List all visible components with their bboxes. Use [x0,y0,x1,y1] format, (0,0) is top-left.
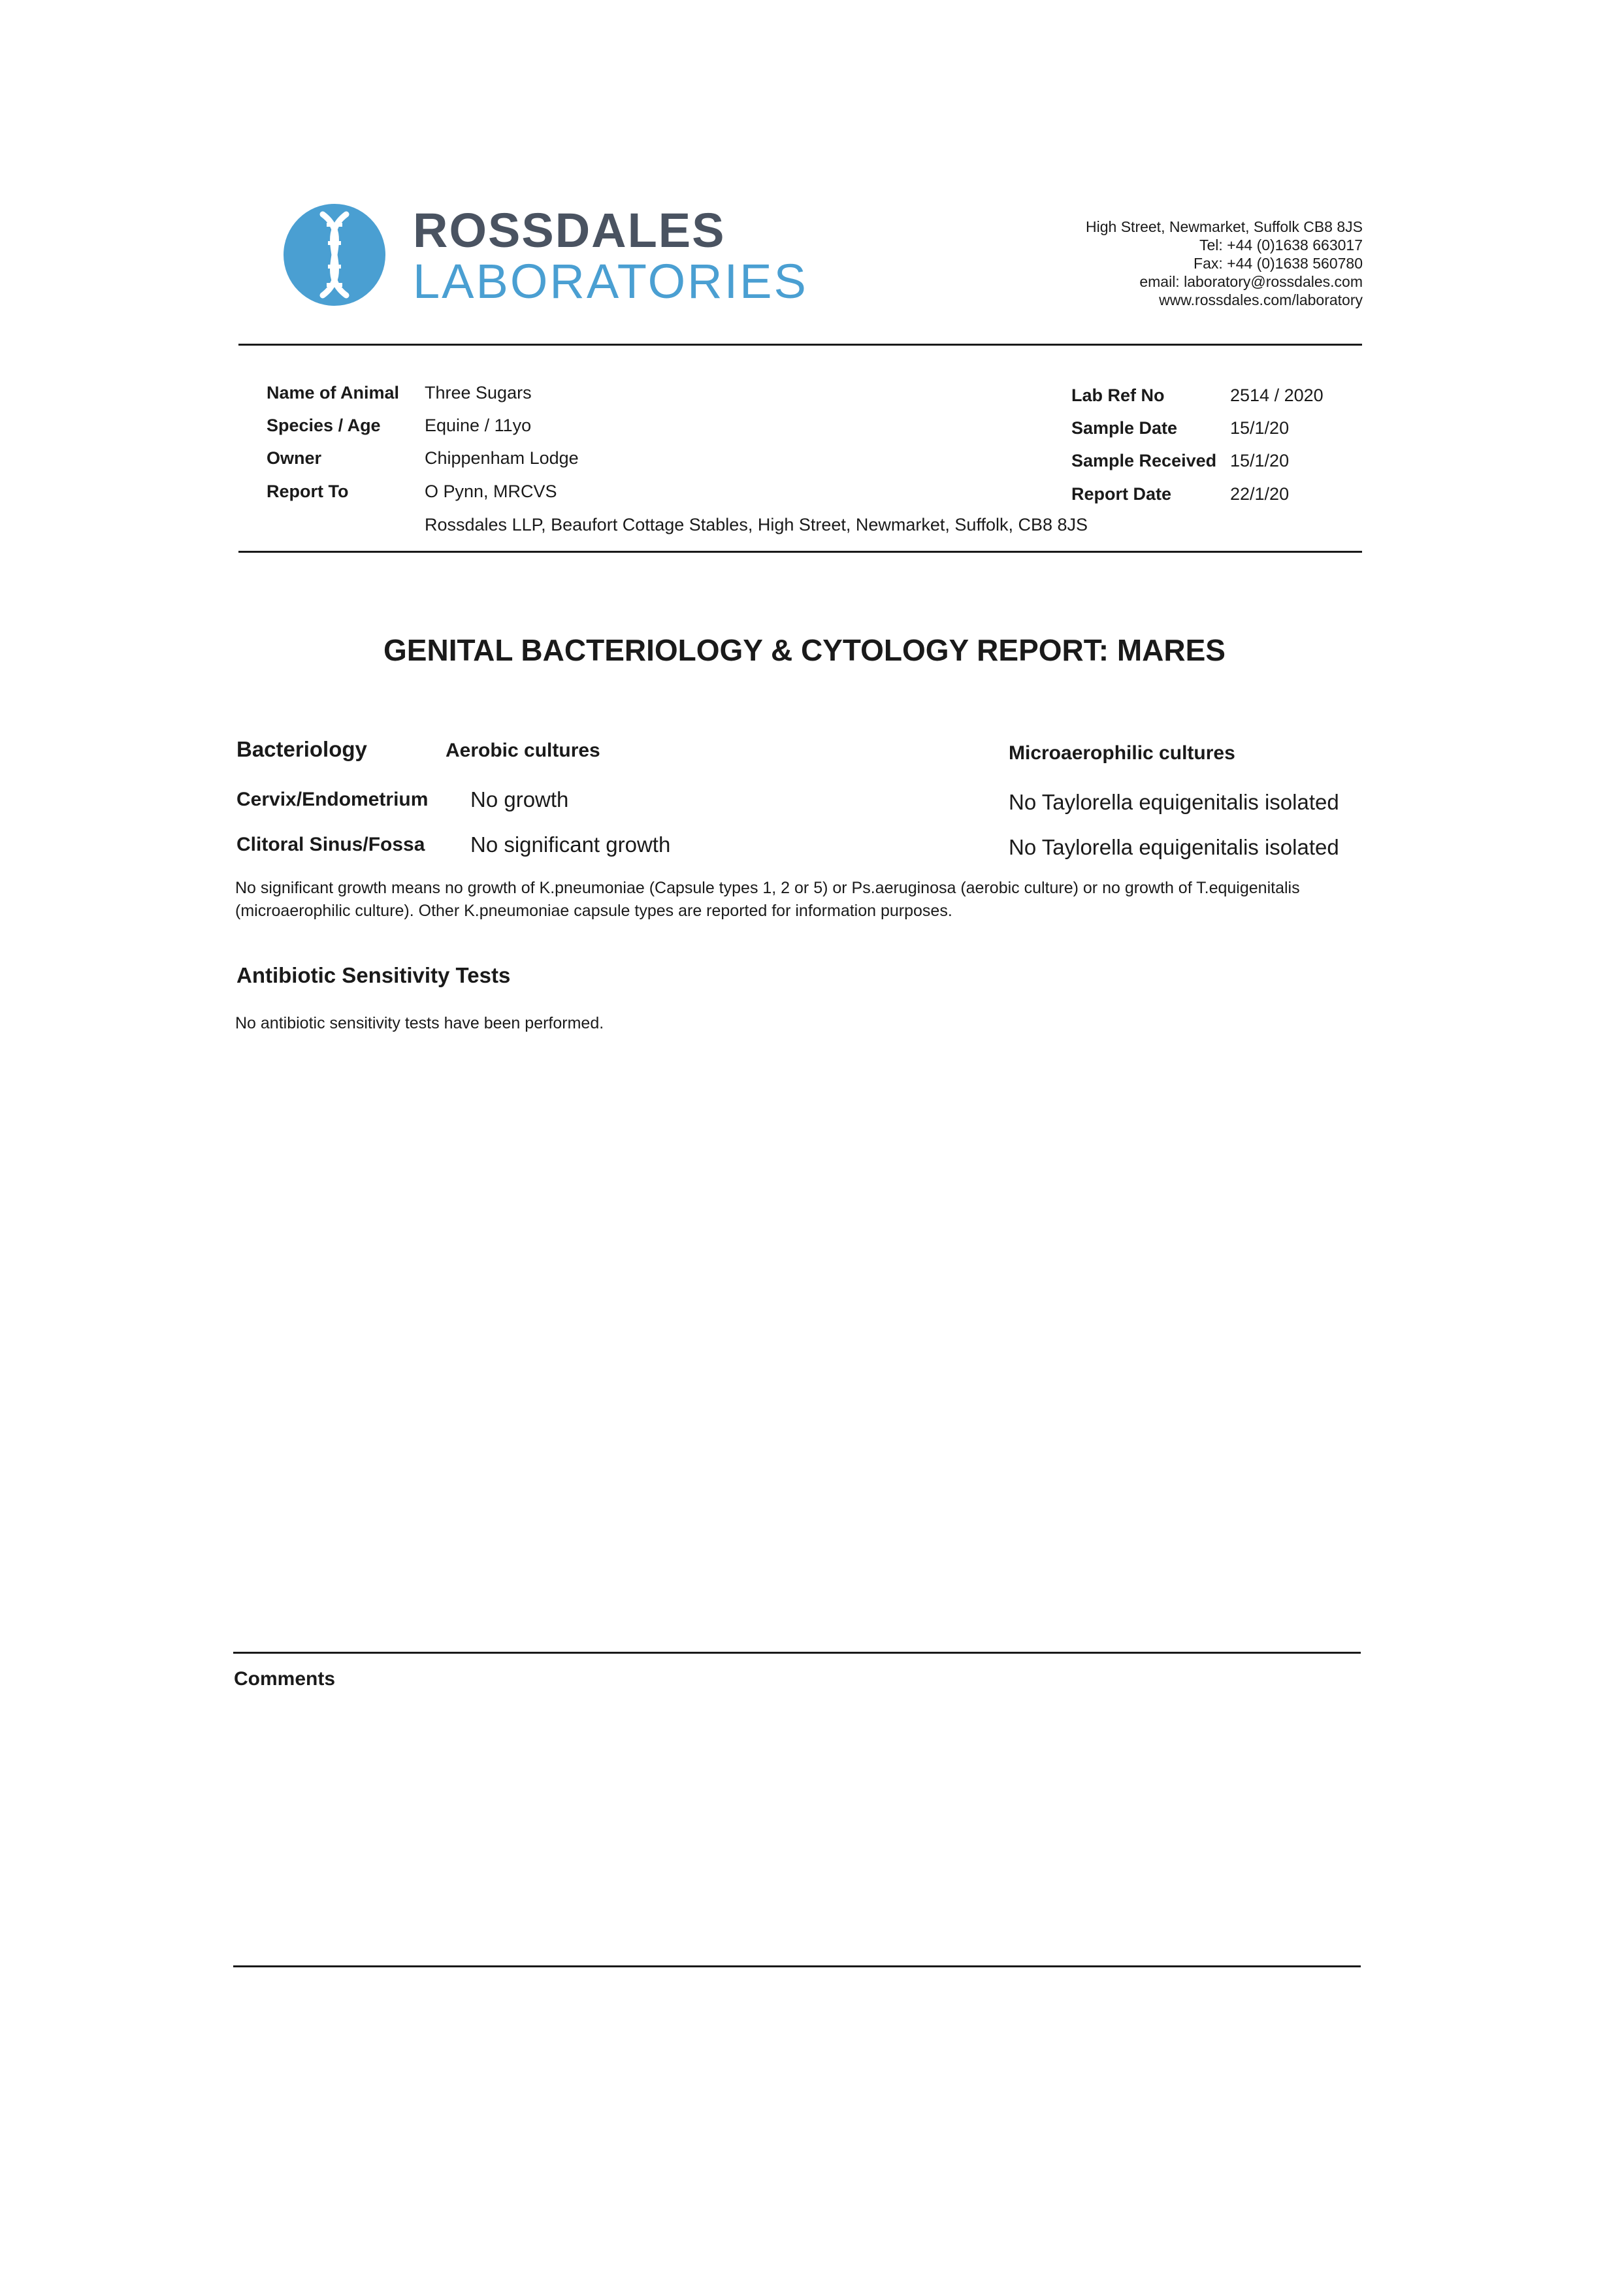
cervix-micro-result: No Taylorella equigenitalis isolated [1009,790,1339,814]
clitoral-micro-result: No Taylorella equigenitalis isolated [1009,835,1339,859]
lab-address-block [1086,218,1363,309]
species-age-value: Equine / 11yo [425,416,532,435]
antibiotic-text: No antibiotic sensitivity tests have been performed. [235,1014,604,1032]
details-divider [238,551,1362,553]
report-title: GENITAL BACTERIOLOGY & CYTOLOGY REPORT: MARES [383,633,1226,667]
sample-received-label: Sample Received [1071,451,1217,470]
clitoral-sinus-fossa-label: Clitoral Sinus/Fossa [236,834,425,855]
sample-date-label: Sample Date [1071,418,1178,438]
dna-logo-icon [282,203,387,307]
cervix-endometrium-label: Cervix/Endometrium [236,789,429,810]
owner-value: Chippenham Lodge [425,448,579,468]
header-divider [238,344,1362,346]
phone-line: Tel: +44 (0)1638 663017 [1199,237,1363,254]
lab-ref-label: Lab Ref No [1071,385,1165,405]
comments-top-divider [233,1652,1361,1654]
aerobic-cultures-heading: Aerobic cultures [446,740,600,761]
species-age-label: Species / Age [267,416,381,435]
bacteriology-heading: Bacteriology [236,737,367,761]
report-date-value: 22/1/20 [1230,484,1290,504]
fax-line: Fax: +44 (0)1638 560780 [1194,255,1363,272]
logo-text-rossdales: ROSSDALES [413,203,726,257]
sample-date-value: 15/1/20 [1230,418,1290,438]
report-to-address: Rossdales LLP, Beaufort Cottage Stables, High Street, Newmarket, Suffolk, CB8 8JS [425,515,1088,534]
bacteriology-footnote: No significant growth means no growth of K.pneumoniae (Capsule types 1, 2 or 5) or Ps.aeruginosa (aerobic culture) or no growth of T.equigenitalis (microaerophilic culture). Other K.pneumoniae capsule types are reported for information purposes. [235,879,1300,920]
comments-bottom-divider [233,1965,1361,1967]
name-of-animal-value: Three Sugars [425,383,532,402]
website-line: www.rossdales.com/laboratory [1159,291,1363,308]
logo-text-laboratories: LABORATORIES [413,254,808,308]
address-line: High Street, Newmarket, Suffolk CB8 8JS [1086,218,1363,235]
lab-ref-value: 2514 / 2020 [1230,385,1324,405]
name-of-animal-label: Name of Animal [267,383,400,402]
report-to-value: O Pynn, MRCVS [425,482,557,501]
microaerophilic-cultures-heading: Microaerophilic cultures [1009,742,1235,764]
report-to-label: Report To [267,482,349,501]
antibiotic-heading: Antibiotic Sensitivity Tests [236,963,511,987]
report-date-label: Report Date [1071,484,1172,504]
comments-heading: Comments [234,1668,336,1690]
sample-received-value: 15/1/20 [1230,451,1290,470]
clitoral-aerobic-result: No significant growth [470,832,671,857]
owner-label: Owner [267,448,322,468]
email-line: email: laboratory@rossdales.com [1139,273,1363,290]
cervix-aerobic-result: No growth [470,787,569,812]
